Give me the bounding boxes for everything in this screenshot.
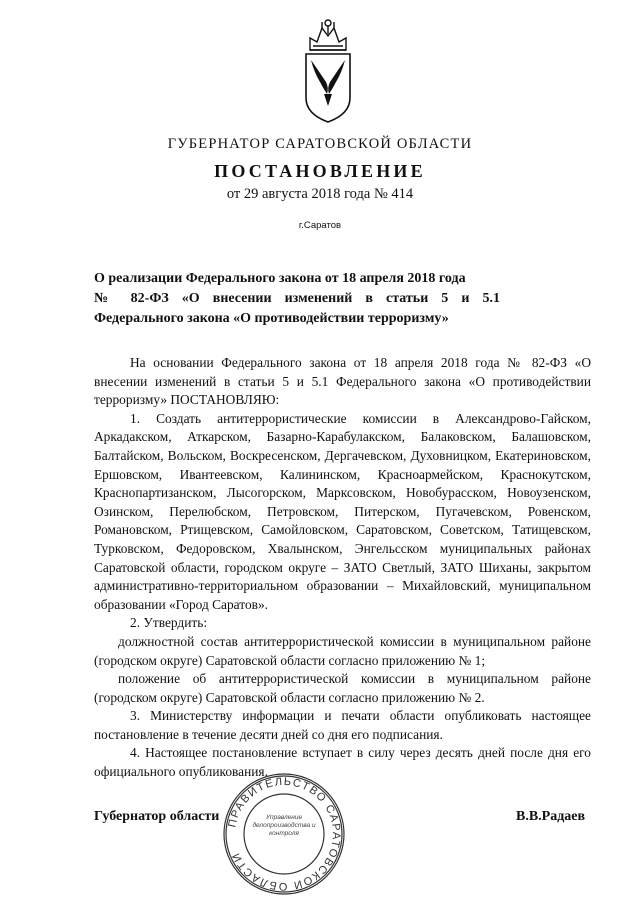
signature-position: Губернатор области <box>94 809 220 824</box>
paragraph-item-2: 2. Утвердить: <box>130 615 208 631</box>
governor-title: ГУБЕРНАТОР САРАТОВСКОЙ ОБЛАСТИ <box>167 136 473 152</box>
paragraph-preamble: На основании Федерального закона от 18 апреля 2018 года № 82-ФЗ «О внесении изменений в статьи 5 и 5.1 Федерального закона «О противодействии терроризму» ПОСТАНОВЛЯЮ: <box>94 355 591 408</box>
subject-line-3: Федерального закона «О противодействии терроризму» <box>94 311 449 326</box>
paragraph-item-2-sub-2: положение об антитеррористической комиссии в муниципальном районе (городском округе) Саратовской области согласно приложению № 2. <box>94 671 591 705</box>
paragraph-item-3: 3. Министерству информации и печати области опубликовать настоящее постановление в течение десяти дней со дня его подписания. <box>94 708 591 742</box>
paragraph-item-1: 1. Создать антитеррористические комиссии в Александрово-Гайском, Аркадакском, Аткарском, Базарно-Карабулакском, Балаковском, Балашовском, Балтайском, Вольском, Воскресенском, Дергачевском, Духовницком, Екатериновском, Ершовском, Ивантеевском, Калининском, Красноармейском, Краснокутском, Краснопартизанском, Лысогорском, Марксовском, Новобурасском, Новоузенском, Озинском, Перелюбском, Петровском, Питерском, Пугачевском, Ровенском, Романовском, Ртищевском, Самойловском, Саратовском, Советском, Татищевском, Турковском, Федоровском, Хвалынском, Энгельсском муниципальных районах Саратовской области, городском округе – ЗАТО Светлый, ЗАТО Шиханы, закрытом административно-территориальном образовании – Михайловский, муниципальном образовании «Город Саратов». <box>94 410 591 612</box>
saratov-coat-of-arms-icon <box>296 14 360 126</box>
stamp-inner-text: Управление делопроизводства и контроля <box>252 814 316 837</box>
document-subject <box>94 269 500 329</box>
signature-name: В.В.Радаев <box>516 809 586 824</box>
paragraph-item-4: 4. Настоящее постановление вступает в силу через десять дней после дня его официального опубликования. <box>94 745 591 780</box>
document-type-title: ПОСТАНОВЛЕНИЕ <box>214 161 426 181</box>
stamp-ring-text: ПРАВИТЕЛЬСТВО САРАТОВСКОЙ ОБЛАСТИ <box>226 775 343 893</box>
paragraph-item-2-sub-1: должностной состав антитеррористической комиссии в муниципальном районе (городском округе) Саратовской области согласно приложению № 1; <box>94 633 591 668</box>
subject-line-1: О реализации Федерального закона от 18 апреля 2018 года <box>94 271 466 286</box>
official-stamp-icon <box>222 772 346 896</box>
subject-line-2: № 82-ФЗ «О внесении изменений в статьи 5 и 5.1 <box>94 291 500 306</box>
document-city: г.Саратов <box>298 220 342 231</box>
document-date-number: от 29 августа 2018 года № 414 <box>226 186 414 202</box>
document-body <box>94 354 591 782</box>
